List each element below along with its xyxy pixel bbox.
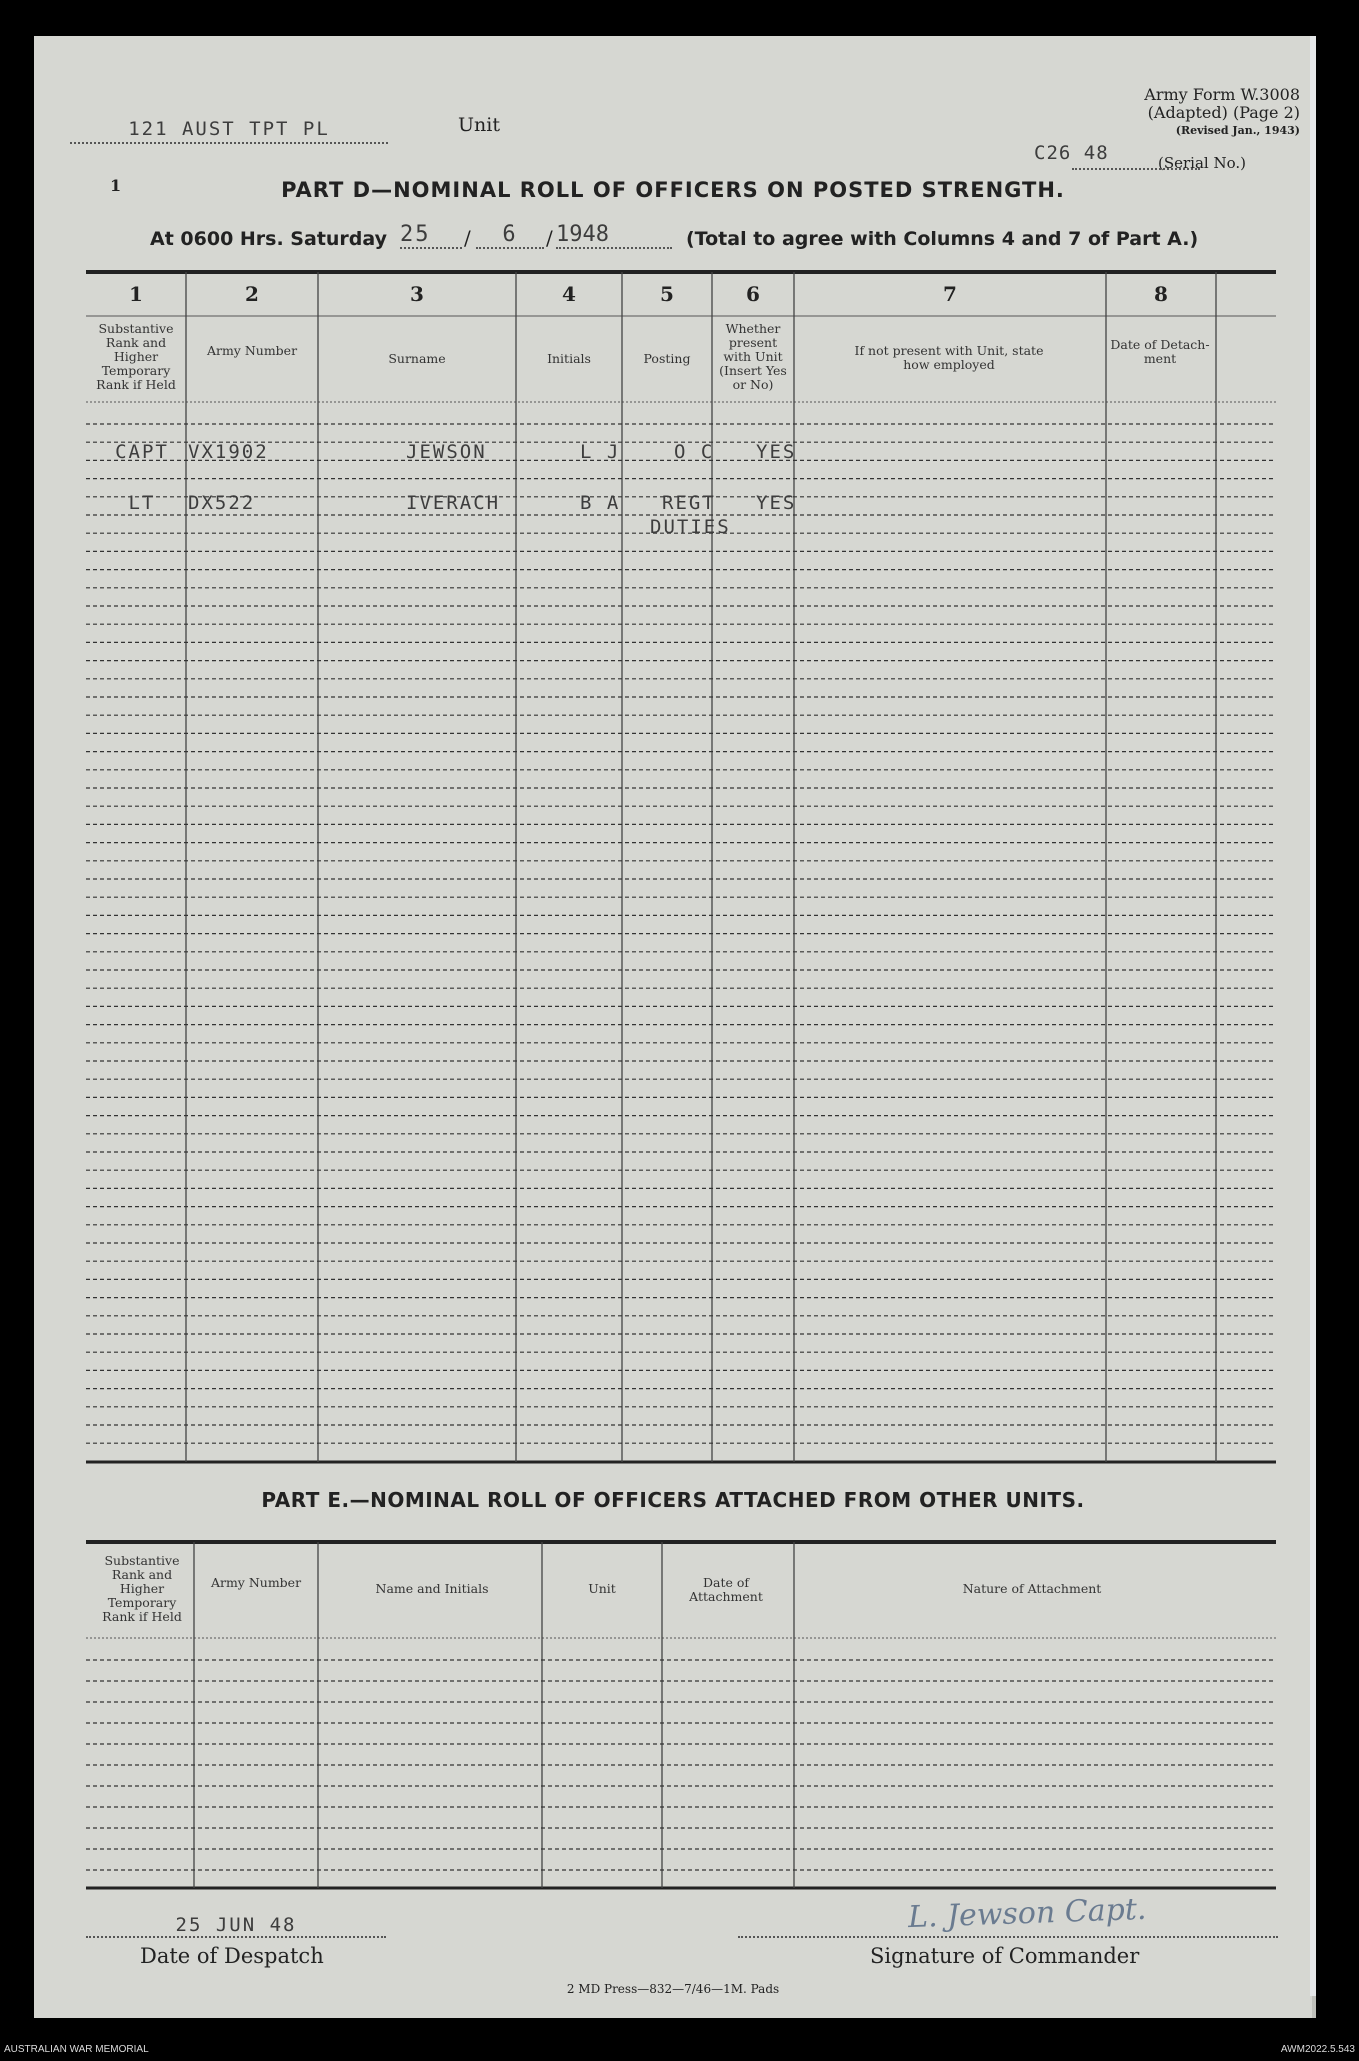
part-e-header-army-number: Army Number	[210, 1575, 302, 1590]
col-number-6: 6	[746, 282, 760, 306]
paper-edge	[1310, 36, 1316, 1996]
row2-posting: REGT	[662, 492, 716, 514]
serial-value: C26 48	[1034, 142, 1109, 164]
row1-rank: CAPT	[115, 441, 169, 463]
serial-label: (Serial No.)	[1158, 154, 1246, 172]
date-year: 1948	[556, 222, 672, 249]
printer-note: 2 MD Press—832—7/46—1M. Pads	[566, 1982, 780, 1996]
part-d-title: PART D—NOMINAL ROLL OF OFFICERS ON POSTED STRENGTH.	[281, 178, 1065, 202]
caption-left: AUSTRALIAN WAR MEMORIAL	[4, 2044, 149, 2055]
part-e-header-date: Date of Attachment	[689, 1575, 763, 1604]
form-name: Army Form W.3008	[1144, 85, 1300, 104]
row1-initials: L J	[580, 441, 621, 463]
despatch-label: Date of Despatch	[140, 1944, 324, 1968]
unit-label: Unit	[458, 114, 500, 136]
commander-signature: L. Jewson Capt.	[907, 1891, 1147, 1936]
date-day: 25	[400, 222, 462, 249]
form-page	[34, 36, 1316, 2018]
col-header-army-number: Army Number	[206, 343, 298, 358]
part-e-header-unit: Unit	[588, 1581, 616, 1596]
col-header-initials: Initials	[547, 351, 591, 366]
col-number-5: 5	[660, 282, 674, 306]
col-header-employed: If not present with Unit, state how employed	[854, 343, 1044, 372]
form-revised: (Revised Jan., 1943)	[1175, 124, 1300, 137]
part-e-header-rank: Substantive Rank and Higher Temporary Rank if Held	[102, 1553, 182, 1624]
signature-label: Signature of Commander	[870, 1944, 1140, 1968]
part-e-title: PART E.—NOMINAL ROLL OF OFFICERS ATTACHED FROM OTHER UNITS.	[261, 1488, 1085, 1512]
row2-surname: IVERACH	[406, 492, 501, 514]
row1-surname: JEWSON	[406, 441, 487, 463]
row2-posting-line2: DUTIES	[650, 516, 731, 538]
part-e-header-nature: Nature of Attachment	[962, 1581, 1102, 1596]
col-header-rank: Substantive Rank and Higher Temporary Rank if Held	[96, 321, 176, 392]
caption-right: AWM2022.5.543	[1280, 2044, 1355, 2055]
col-number-2: 2	[245, 282, 259, 306]
col-header-surname: Surname	[388, 351, 446, 366]
row1-army-number: VX1902	[188, 441, 269, 463]
date-month: 6	[476, 222, 544, 249]
col-number-7: 7	[943, 282, 957, 306]
row2-initials: B A	[580, 492, 621, 514]
total-note: (Total to agree with Columns 4 and 7 of Part A.)	[686, 228, 1199, 250]
margin-mark: 1	[110, 176, 122, 195]
col-number-3: 3	[410, 282, 424, 306]
col-header-present: Whether present with Unit (Insert Yes or No)	[719, 321, 787, 392]
row2-army-number: DX522	[188, 492, 256, 514]
date-sep-2: /	[546, 226, 553, 250]
row1-posting: O C	[674, 441, 715, 463]
col-number-8: 8	[1154, 282, 1168, 306]
col-header-detachment: Date of Detach-ment	[1110, 337, 1210, 366]
col-header-posting: Posting	[643, 351, 691, 366]
unit-value: 121 AUST TPT PL	[70, 116, 388, 144]
form-variant: (Adapted) (Page 2)	[1147, 103, 1300, 122]
col-number-1: 1	[129, 282, 143, 306]
row1-present: YES	[756, 441, 797, 463]
row2-rank: LT	[128, 492, 156, 514]
row2-present: YES	[756, 492, 797, 514]
despatch-date: 25 JUN 48	[86, 1914, 386, 1938]
date-sep-1: /	[464, 226, 471, 250]
col-number-4: 4	[562, 282, 576, 306]
at-label: At 0600 Hrs. Saturday	[150, 228, 388, 250]
part-e-header-name: Name and Initials	[375, 1581, 489, 1596]
part-d-table-grid	[34, 36, 1312, 2018]
signature-dotline	[738, 1936, 1278, 1938]
